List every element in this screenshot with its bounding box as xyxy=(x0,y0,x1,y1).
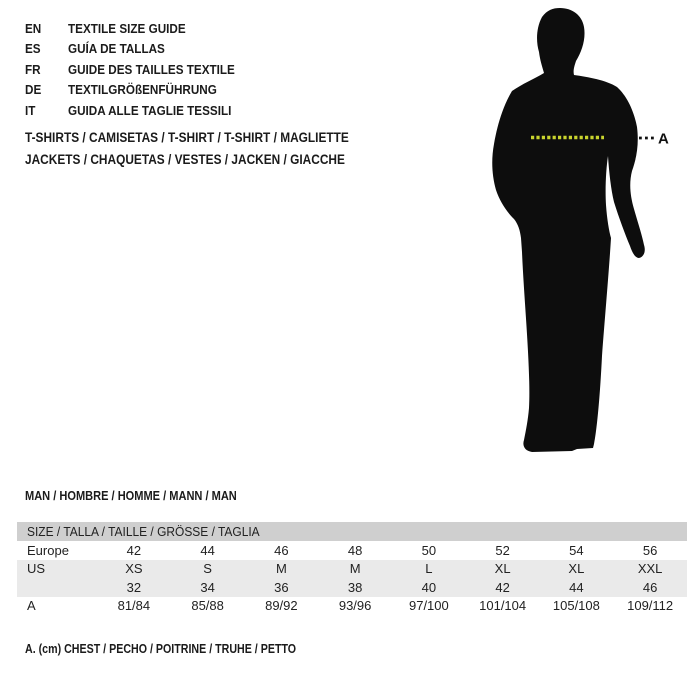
language-code xyxy=(25,21,68,36)
table-row-alt-size xyxy=(17,578,687,597)
section-title-man xyxy=(25,488,274,503)
table-cell: 34 xyxy=(200,579,215,595)
table-cell: 36 xyxy=(274,579,289,595)
table-row-europe xyxy=(17,541,687,560)
table-cell: 93/96 xyxy=(338,598,372,614)
table-cell: XXL xyxy=(637,561,663,577)
table-cell: 81/84 xyxy=(117,598,151,614)
language-label-text: TEXTILGRÖßENFÜHRUNG xyxy=(68,82,217,98)
language-code xyxy=(25,82,68,97)
table-cell: 105/108 xyxy=(552,598,600,614)
language-code xyxy=(25,41,68,56)
table-row-chest-a xyxy=(17,597,687,616)
language-code-text: IT xyxy=(25,102,36,118)
man-silhouette-icon xyxy=(492,8,645,452)
measurement-footnote-text: A. (cm) CHEST / PECHO / POITRINE / TRUHE / PETTO xyxy=(25,641,297,656)
table-cell: 52 xyxy=(495,542,510,558)
table-cell: 56 xyxy=(642,542,658,558)
table-cell: XL xyxy=(568,561,585,577)
table-cell: L xyxy=(425,561,433,577)
table-cell: 50 xyxy=(421,542,437,558)
language-row-es xyxy=(25,39,253,60)
table-row-us xyxy=(17,560,687,579)
language-row-en xyxy=(25,18,253,39)
language-code-text: DE xyxy=(25,82,42,98)
measure-label-a: A xyxy=(658,130,669,148)
table-cell: 85/88 xyxy=(191,598,224,614)
size-table xyxy=(17,522,687,615)
measurement-footnote xyxy=(25,641,356,656)
table-cell: XL xyxy=(494,561,511,577)
table-cell: 109/112 xyxy=(627,598,674,614)
table-cell: 44 xyxy=(569,579,584,595)
language-label-text: TEXTILE SIZE GUIDE xyxy=(68,20,186,36)
product-type-tshirts-text: T-SHIRTS / CAMISETAS / T-SHIRT / T-SHIRT / MAGLIETTE xyxy=(25,130,349,146)
table-cell: 54 xyxy=(569,542,584,558)
language-code-text: FR xyxy=(25,61,41,77)
table-cell: 42 xyxy=(126,542,142,558)
language-code xyxy=(25,103,68,118)
product-type-tshirts xyxy=(25,127,393,149)
table-cell: XS xyxy=(125,561,143,577)
language-row-fr xyxy=(25,59,253,80)
table-cell: 101/104 xyxy=(479,598,527,614)
product-type-list xyxy=(25,127,393,170)
language-label xyxy=(68,82,233,97)
table-cell: 40 xyxy=(421,579,437,595)
language-label-text: GUIDE DES TAILLES TEXTILE xyxy=(68,61,235,77)
language-label xyxy=(68,103,250,118)
table-cell: 38 xyxy=(347,579,363,595)
table-cell: 32 xyxy=(126,579,142,595)
language-label-text: GUIDA ALLE TAGLIE TESSILI xyxy=(68,102,232,118)
table-cell: 89/92 xyxy=(265,598,298,614)
language-label-text: GUÍA DE TALLAS xyxy=(68,41,165,57)
size-figure xyxy=(460,0,700,470)
product-type-jackets xyxy=(25,149,393,171)
language-label xyxy=(68,21,199,36)
size-table-header xyxy=(17,522,687,541)
table-cell: M xyxy=(275,561,287,577)
language-code-text: EN xyxy=(25,20,42,36)
language-row-de xyxy=(25,80,253,101)
table-cell: 44 xyxy=(200,542,215,558)
language-label xyxy=(68,62,253,77)
table-cell: S xyxy=(203,561,212,577)
section-title-text: MAN / HOMBRE / HOMME / MANN / MAN xyxy=(25,488,237,503)
product-type-jackets-text: JACKETS / CHAQUETAS / VESTES / JACKEN / GIACCHE xyxy=(25,151,345,167)
language-list xyxy=(25,18,253,121)
size-table-header-text: SIZE / TALLA / TAILLE / GRÖSSE / TAGLIA xyxy=(27,524,260,539)
table-cell: 46 xyxy=(274,542,289,558)
language-code-text: ES xyxy=(25,41,41,57)
row-label: US xyxy=(27,561,46,577)
table-cell: 48 xyxy=(347,542,363,558)
table-cell: M xyxy=(349,561,361,577)
table-cell: 97/100 xyxy=(408,598,449,614)
table-cell: 46 xyxy=(642,579,658,595)
row-label: Europe xyxy=(27,542,69,558)
language-code xyxy=(25,62,68,77)
row-label: A xyxy=(27,598,36,614)
language-label xyxy=(68,41,176,56)
language-row-it xyxy=(25,100,253,121)
table-cell: 42 xyxy=(495,579,510,595)
